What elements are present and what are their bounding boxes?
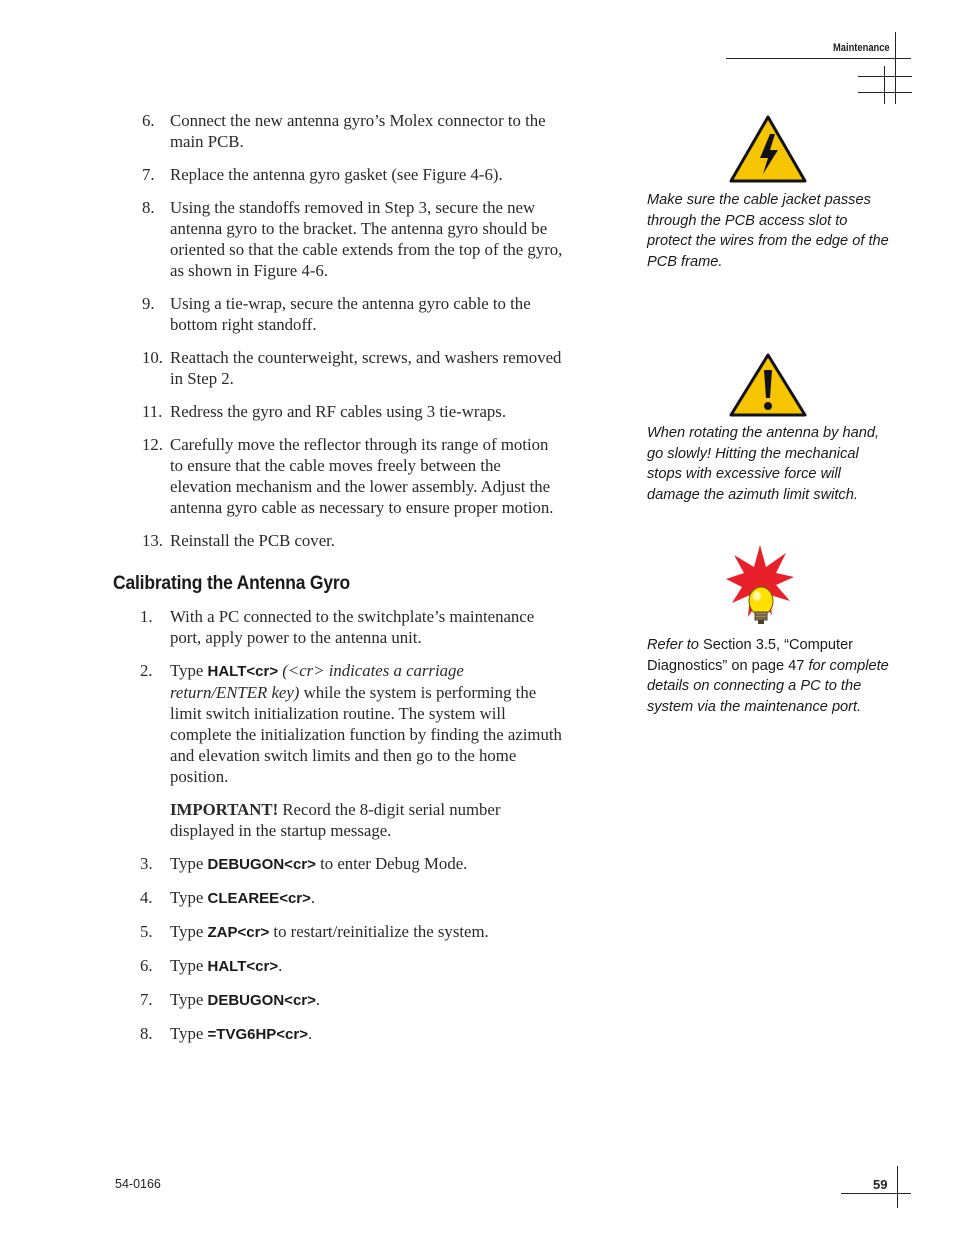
step-text: Redress the gyro and RF cables using 3 tie-wraps. bbox=[170, 402, 507, 421]
step-text: . bbox=[308, 1024, 313, 1043]
list-item bbox=[140, 853, 565, 875]
cross-reference-link[interactable]: Section 3.5, “Computer Diagnostics” on page 47 bbox=[647, 637, 854, 674]
step-text: Type bbox=[170, 854, 208, 873]
list-item bbox=[140, 293, 565, 335]
note-text: Make sure the cable jacket passes through the PCB access slot to protect the wires from the edge of the PCB frame. bbox=[647, 192, 889, 270]
command-text: HALT<cr> bbox=[207, 663, 279, 680]
list-item bbox=[140, 887, 565, 909]
step-text: . bbox=[310, 888, 316, 907]
step-text: Connect the new antenna gyro’s Molex connector to the main PCB. bbox=[170, 111, 546, 151]
step-text: Type bbox=[170, 922, 208, 941]
step-number: 6. bbox=[142, 111, 155, 130]
document-number: 54-0166 bbox=[115, 1177, 161, 1191]
list-item bbox=[140, 530, 565, 551]
step-number: 4. bbox=[140, 888, 153, 907]
step-text: Reinstall the PCB cover. bbox=[170, 531, 336, 550]
note-text: When rotating the antenna by hand, go slowly! Hitting the mechanical stops with excessive force will damage the azimuth limit switch. bbox=[647, 425, 880, 503]
list-item bbox=[140, 1023, 565, 1045]
step-number: 2. bbox=[140, 661, 153, 680]
command-note: (<cr> indicates a carriage return/ENTER key) bbox=[170, 661, 464, 702]
list-item bbox=[140, 660, 565, 787]
command-text: CLEAREE<cr> bbox=[207, 890, 311, 907]
sidebar-note-cable bbox=[647, 190, 892, 272]
step-text: . bbox=[278, 956, 283, 975]
command-text: =TVG6HP<cr> bbox=[207, 1026, 308, 1043]
note-text: Refer to bbox=[647, 637, 699, 653]
calibration-steps-list bbox=[140, 606, 565, 787]
main-column bbox=[113, 110, 565, 1057]
step-text: while the system is performing the limit switch initialization routine. The system will complete the initialization function by finding the azimuth and elevation switch limits and then go to the home position. bbox=[170, 683, 562, 786]
command-text: DEBUGON<cr> bbox=[207, 856, 316, 873]
list-item bbox=[140, 434, 565, 518]
important-note bbox=[140, 799, 565, 841]
list-item bbox=[140, 110, 565, 152]
step-number: 8. bbox=[140, 1024, 153, 1043]
step-number: 7. bbox=[142, 165, 155, 184]
step-number: 7. bbox=[140, 990, 153, 1009]
caution-icon bbox=[728, 352, 808, 418]
step-text: With a PC connected to the switchplate’s maintenance port, apply power to the antenna unit. bbox=[170, 607, 535, 647]
electrical-hazard-icon bbox=[728, 114, 808, 184]
list-item bbox=[140, 606, 565, 648]
step-text: to enter Debug Mode. bbox=[315, 854, 468, 873]
list-item bbox=[140, 401, 565, 422]
list-item bbox=[140, 955, 565, 977]
command-text: DEBUGON<cr> bbox=[207, 992, 316, 1009]
page-number: 59 bbox=[873, 1177, 888, 1192]
step-text: Type bbox=[170, 661, 208, 680]
list-item bbox=[140, 197, 565, 281]
step-number: 13. bbox=[142, 531, 163, 550]
step-number: 12. bbox=[142, 435, 163, 454]
list-item bbox=[140, 347, 565, 389]
section-heading: Calibrating the Antenna Gyro bbox=[113, 573, 351, 594]
step-text: Type bbox=[170, 956, 208, 975]
step-number: 8. bbox=[142, 198, 155, 217]
step-text: . bbox=[315, 990, 321, 1009]
command-text: ZAP<cr> bbox=[207, 924, 270, 941]
sidebar-note-reference bbox=[647, 635, 892, 717]
important-text: Record the 8-digit serial number displayed in the startup message. bbox=[170, 800, 501, 840]
step-number: 9. bbox=[142, 294, 155, 313]
step-text: Using a tie-wrap, secure the antenna gyro cable to the bottom right standoff. bbox=[170, 294, 531, 334]
header-crop-mark-v2 bbox=[884, 66, 885, 104]
step-text: to restart/reinitialize the system. bbox=[269, 922, 489, 941]
list-item bbox=[140, 921, 565, 943]
step-text: Carefully move the reflector through its range of motion to ensure that the cable moves freely between the elevation mechanism and the lower assembly. Adjust the antenna gyro cable as necessary to ensure proper motion. bbox=[170, 435, 554, 517]
footer-crop-mark bbox=[897, 1166, 898, 1208]
steps-continued-list bbox=[140, 110, 565, 551]
header-section-title: Maintenance bbox=[833, 42, 890, 54]
list-item bbox=[140, 164, 565, 185]
header-crop-mark-h1 bbox=[858, 76, 912, 77]
step-number: 1. bbox=[140, 607, 153, 626]
step-text: Type bbox=[170, 1024, 208, 1043]
list-item bbox=[140, 989, 565, 1011]
step-number: 10. bbox=[142, 348, 163, 367]
step-number: 11. bbox=[142, 402, 163, 421]
footer-rule bbox=[841, 1193, 911, 1194]
header-crop-mark-h2 bbox=[858, 92, 912, 93]
step-number: 5. bbox=[140, 922, 153, 941]
header-crop-mark-vertical bbox=[895, 32, 896, 104]
step-number: 3. bbox=[140, 854, 153, 873]
step-text: Type bbox=[170, 990, 208, 1009]
calibration-steps-list-cont bbox=[140, 853, 565, 1045]
note-text: for complete details on connecting a PC to the system via the maintenance port. bbox=[647, 657, 889, 715]
step-text: Using the standoffs removed in Step 3, secure the new antenna gyro to the bracket. The antenna gyro should be oriented so that the cable extends from the top of the gyro, as shown in Figure 4-6. bbox=[170, 198, 563, 280]
header-rule bbox=[726, 58, 911, 59]
sidebar-note-rotation bbox=[647, 423, 892, 505]
command-text: HALT<cr> bbox=[207, 958, 279, 975]
step-text: Replace the antenna gyro gasket (see Figure 4-6). bbox=[170, 165, 503, 184]
step-number: 6. bbox=[140, 956, 153, 975]
important-label: IMPORTANT! bbox=[170, 800, 279, 819]
lightbulb-tip-icon bbox=[726, 545, 794, 627]
step-text: Reattach the counterweight, screws, and washers removed in Step 2. bbox=[170, 348, 562, 388]
step-text: Type bbox=[170, 888, 208, 907]
